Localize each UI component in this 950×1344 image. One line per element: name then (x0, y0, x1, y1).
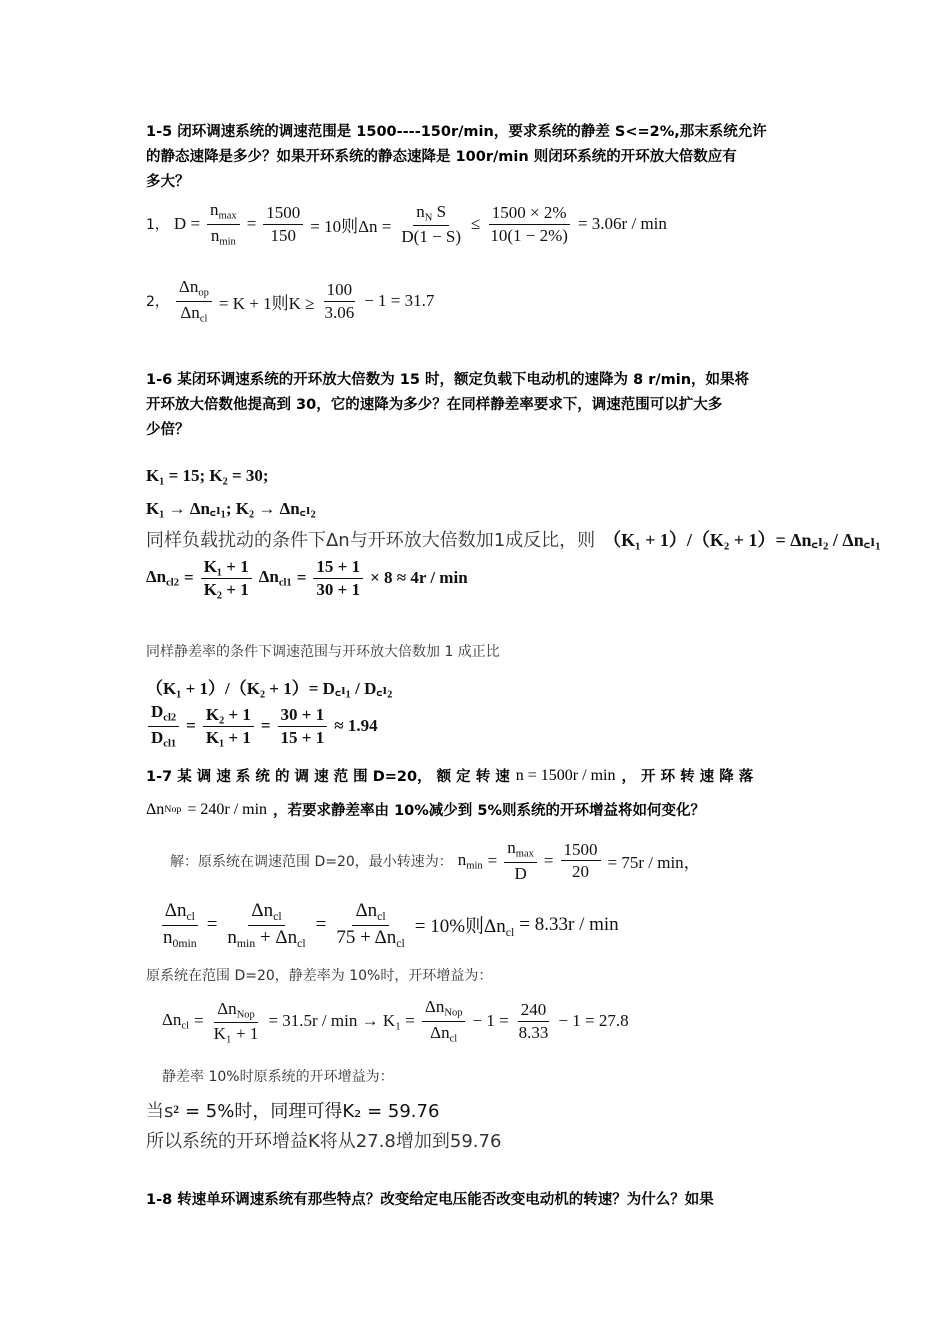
q16-line2: 开环放大倍数他提高到 30，它的速降为多少？在同样静差率要求下，调速范围可以扩大多 (146, 397, 723, 413)
q17-equation-b: $\Delta n_{cl}$ = $\frac{\Delta n_{Nop}}{\text{K₁ + 1}}$ = 31.5r / min → K₁ = $\frac{\Delta n_{Nop}}{\Delta n_{cl}}$ − 1 = $\frac{240}{8.33}$ − 1 = 27.8 (162, 997, 629, 1045)
q15-line3: 多大？ (146, 174, 190, 190)
q17-paragraph-2: 静差率 10%时原系统的开环增益为： (162, 1069, 394, 1085)
q15-formula-1: 1， D = $\frac{n_{max}}{n_{min}}$ = $\frac{1500}{150}$ = 10则Δn = $\frac{n_N S}{D(1 - S)}$ ≤ $\frac{1500 \times 2\%}{10(1 - 2\%)}$ = 3.06r / min (146, 200, 667, 248)
q17-math-7: 当s 2 = 5%时，同理可得K₂ = 59.76 (146, 1101, 440, 1122)
q17-math-8: 所以系统的开环增益K将从27.8增加到59.76 (146, 1131, 502, 1152)
fraction: $\frac{n_{max}}{D}$ (504, 838, 537, 883)
fraction: $\frac{\text{K₁ + 1}}{\text{K₂ + 1}}$ (201, 557, 252, 599)
q16-paragraph: 同样静差率的条件下调速范围与开环放大倍数加 1 成正比 (146, 644, 500, 660)
fraction: $\frac{\Delta n_{cl}}{n_{0min}}$ (163, 900, 197, 950)
q16-line3: 少倍？ (146, 422, 190, 438)
q16-math-1: K₁ = 15; K₂ = 30; (146, 466, 269, 485)
fraction: $\frac{\Delta n_{Nop}}{\text{K₁ + 1}}$ (213, 998, 259, 1044)
q18-line1: 1-8 转速单环调速系统有那些特点？改变给定电压能否改变电动机的转速？为什么？如果 (146, 1192, 714, 1208)
q17-equation-a: $\frac{\Delta n_{cl}}{n_{0min}}$ = $\frac{\Delta n_{cl}}{n_{min} + \Delta n_{cl}}$ = $\frac{\Delta n_{cl}}{75 + \Delta n_{cl}}$ = 10%则$\Delta n_{cl}$ = 8.33r / min (158, 900, 619, 950)
q16-math-4: $\Delta n_{cl2}$ = $\frac{\text{K₁ + 1}}{\text{K₂ + 1}}$ $\Delta n_{cl1}$ = $\frac{15 + 1}{30 + 1}$ × 8 ≈ 4r / min (146, 557, 468, 599)
fraction: $\frac{\Delta n_{op}}{\Delta n_{cl}}$ (176, 277, 212, 326)
q17-line1: 1-7 某 调 速 系 统 的 调 速 范 围 D=20， 额 定 转 速 n = 1500r / min ， 开 环 转 速 降 落 (146, 766, 754, 785)
q17-solution-line: 解：原系统在调速范围 D=20，最小转速为： $n_{min}$ = $\frac{n_{max}}{D}$ = $\frac{1500}{20}$ = 75r / min， (170, 838, 701, 883)
q16-line1: 1-6 某闭环调速系统的开环放大倍数为 15 时，额定负载下电动机的速降为 8 r/min，如果将 (146, 372, 750, 388)
fraction: $\frac{30 + 1}{15 + 1}$ (278, 705, 328, 747)
fraction: $\frac{\Delta n_{cl}}{n_{min} + \Delta n_{cl}}$ (227, 900, 306, 950)
q17-paragraph-1: 原系统在范围 D=20，静差率为 10%时，开环增益为： (146, 968, 493, 984)
fraction: $\frac{1500}{20}$ (561, 840, 601, 882)
fraction: $\frac{100}{3.06}$ (324, 280, 355, 322)
q16-math-5: （K₁ + 1）/（K₂ + 1）= D꜀ₗ₁ / D꜀ₗ₂ (146, 679, 393, 698)
fraction: $\frac{\text{K₂ + 1}}{\text{K₁ + 1}}$ (203, 705, 254, 747)
q16-math-6: $\frac{D_{cl2}}{D_{cl1}}$ = $\frac{\text{K₂ + 1}}{\text{K₁ + 1}}$ = $\frac{30 + 1}{15 + 1}$ ≈ 1.94 (146, 702, 378, 751)
fraction: $\frac{1500}{150}$ (263, 203, 303, 245)
fraction: $\frac{1500 \times 2\%}{10(1 - 2\%)}$ (490, 203, 568, 245)
fraction: $\frac{\Delta n_{cl}}{75 + \Delta n_{cl}}$ (336, 900, 405, 950)
q15-line2: 的静态速降是多少？如果开环系统的静态速降是 100r/min 则闭环系统的开环放大倍数应有 (146, 149, 737, 165)
fraction: $\frac{n_N S}{D(1 - S)}$ (401, 201, 462, 247)
q16-math-3: 同样负载扰动的条件下Δn与开环放大倍数加1成反比，则 （K₁ + 1）/（K₂ + 1）= Δn꜀ₗ₂ / Δn꜀ₗ₁ (146, 530, 881, 551)
fraction: $\frac{\Delta n_{Nop}}{\Delta n_{cl}}$ (422, 997, 466, 1046)
q17-line2: Δn Nop = 240r / min ，若要求静差率由 10%减少到 5%则系统的开环增益将如何变化？ (146, 800, 705, 819)
q16-math-2: K₁ → Δn꜀ₗ₁; K₂ → Δn꜀ₗ₂ (146, 499, 316, 518)
fraction: $\frac{n_{max}}{n_{min}}$ (207, 200, 240, 249)
fraction: $\frac{240}{8.33}$ (518, 1000, 549, 1042)
fraction: $\frac{15 + 1}{30 + 1}$ (313, 557, 363, 599)
fraction: $\frac{D_{cl2}}{D_{cl1}}$ (148, 702, 179, 751)
q15-formula-2: 2， $\frac{\Delta n_{op}}{\Delta n_{cl}}$ = K + 1则K ≥ $\frac{100}{3.06}$ − 1 = 31.7 (146, 277, 435, 325)
q15-line1: 1-5 闭环调速系统的调速范围是 1500----150r/min，要求系统的静差 S<=2%,那末系统允许 (146, 124, 767, 140)
